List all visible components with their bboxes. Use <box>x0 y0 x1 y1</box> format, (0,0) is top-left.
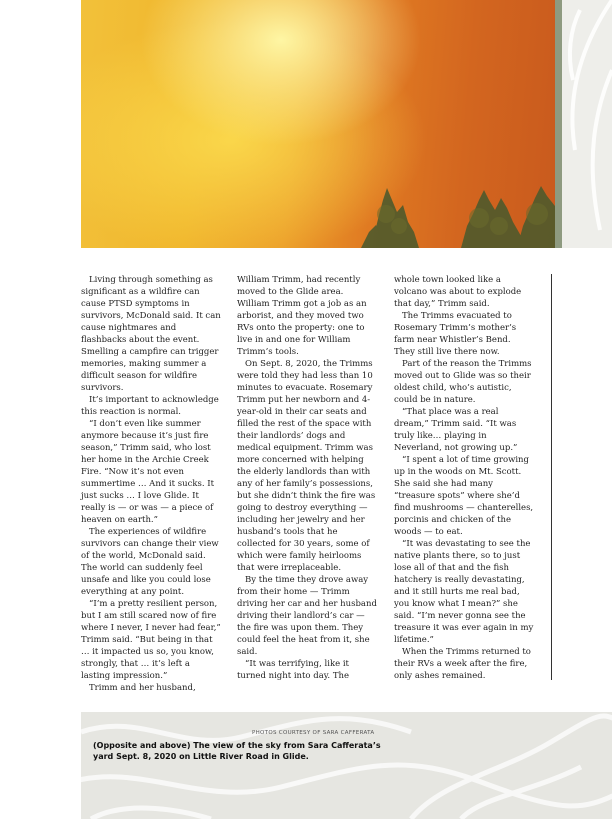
paragraph: Living through something as significant as a wildfire can cause PTSD symptoms in survivors, McDonald said. It can cause nightmares and flashbacks about the event. Smelling a campfire can trigger memories, making summer a difficult season for wildfire survivors. <box>81 275 221 393</box>
paragraph: “I don’t even like summer anymore because it’s just fire season,” Trimm said, who lost her home in the Archie Creek Fire. “Now it’s not even summertime … And it sucks. It just sucks … I love Glide. It really is — or was — a piece of heaven on earth.” <box>81 419 215 525</box>
article-column-3 <box>394 274 534 682</box>
page-edge-decoration <box>555 0 612 248</box>
paragraph: “That place was a real dream,” Trimm said. “It was truly like… playing in Neverland, not growing up.” <box>394 407 518 453</box>
paragraph: “It was devastating to see the native plants there, so to just lose all of that and the fish hatchery is really devastating, and it still hurts me real bad, you know what I mean?” she said. “I’m never gonna see the treasure it was ever again in my lifetime.” <box>394 539 534 645</box>
article-column-1 <box>81 274 221 694</box>
wildfire-sky-photo <box>81 0 555 248</box>
paragraph: The experiences of wildfire survivors can change their view of the world, McDonald said. The world can suddenly feel unsafe and like you could lose everything at any point. <box>81 527 219 597</box>
column-rule <box>551 274 552 680</box>
paragraph: By the time they drove away from their home — Trimm driving her car and her husband driving their landlord’s car — the fire was upon them. They could feel the heat from it, she said. <box>237 575 377 657</box>
paragraph: “I’m a pretty resilient person, but I am still scared now of fire where I never, I never had fear,” Trimm said. “But being in that … it impacted us so, you know, strongly, that … it’s left a lasting impression.” <box>81 599 221 681</box>
paragraph: William Trimm, had recently moved to the Glide area. William Trimm got a job as an arborist, and they moved two RVs onto the property: one to live in and one for William Trimm’s tools. <box>237 275 367 357</box>
article-column-2 <box>237 274 377 682</box>
paragraph: When the Trimms returned to their RVs a week after the fire, only ashes remained. <box>394 647 531 681</box>
paragraph: whole town looked like a volcano was about to explode that day,” Trimm said. <box>394 275 522 309</box>
photo-credit: PHOTOS COURTESY OF SARA CAFFERATA <box>252 730 375 736</box>
paragraph: “I spent a lot of time growing up in the woods on Mt. Scott. She said she had many “treasure spots” where she’d find mushrooms — chanterelles, porcinis and chicken of the woods — to eat. <box>394 455 534 537</box>
paragraph: Part of the reason the Trimms moved out to Glide was so their oldest child, who’s autistic, could be in nature. <box>394 359 532 405</box>
swirl-pattern <box>81 712 612 819</box>
paragraph: It’s important to acknowledge this reaction is normal. <box>81 395 219 417</box>
tree-silhouettes <box>81 0 555 248</box>
caption-band <box>81 712 612 819</box>
photo-caption: (Opposite and above) The view of the sky from Sara Cafferata’s yard Sept. 8, 2020 on Little River Road in Glide. <box>93 741 381 761</box>
paragraph: On Sept. 8, 2020, the Trimms were told they had less than 10 minutes to evacuate. Rosemary Trimm put her newborn and 4-year-old in their car seats and filled the rest of the space with their landlords’ dogs and medical equipment. Trimm was more concerned with helping the elderly landlords than with any of her family’s possessions, but she didn’t think the fire was going to destroy everything — including her jewelry and her husband’s tools that he collected for 30 years, some of which were family heirlooms that were irreplaceable. <box>237 359 376 573</box>
paragraph: The Trimms evacuated to Rosemary Trimm’s mother’s farm near Whistler’s Bend. They still live there now. <box>394 311 517 357</box>
paragraph: “It was terrifying, like it turned night into day. The <box>237 659 350 681</box>
paragraph: Trimm and her husband, <box>89 683 196 693</box>
